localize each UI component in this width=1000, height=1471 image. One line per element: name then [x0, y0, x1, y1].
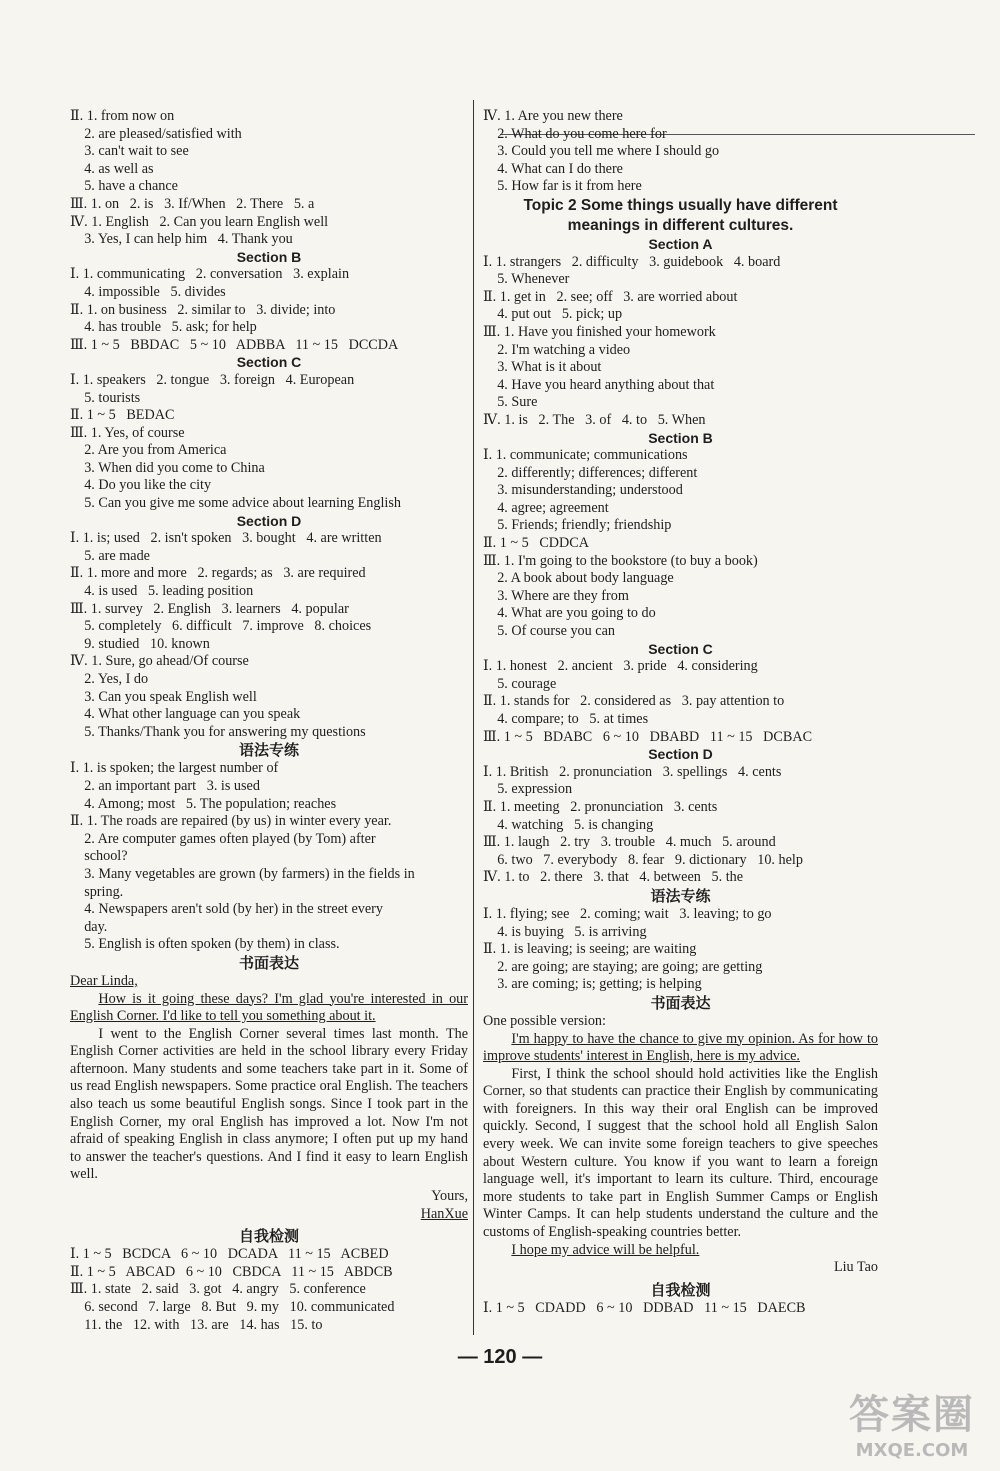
- answer-line: Ⅳ. 1. is 2. The 3. of 4. to 5. When: [483, 411, 706, 428]
- answer-line: 4. Have you heard anything about that: [483, 376, 715, 393]
- answer-line: Ⅱ. 1. is leaving; is seeing; are waiting: [483, 941, 697, 958]
- answer-line: 3. When did you come to China: [70, 459, 265, 476]
- answer-line: 4. Among; most 5. The population; reaches: [70, 795, 337, 812]
- answer-line: 5. completely 6. difficult 7. improve 8. choices: [70, 618, 372, 635]
- answer-line: 5. Sure: [483, 394, 538, 411]
- answer-line: Ⅲ. 1. laugh 2. try 3. trouble 4. much 5. around: [483, 834, 776, 851]
- answer-line: Ⅰ. 1. honest 2. ancient 3. pride 4. considering: [483, 658, 758, 675]
- section-heading: Section D: [648, 746, 713, 763]
- answer-line: Ⅰ. 1. strangers 2. difficulty 3. guidebook 4. board: [483, 253, 781, 270]
- answer-line: Ⅲ. 1. state 2. said 3. got 4. angry 5. conference: [70, 1281, 366, 1298]
- answer-line: 2. Are you from America: [70, 442, 227, 459]
- answer-line: Ⅲ. 1 ~ 5 BBDAC 5 ~ 10 ADBBA 11 ~ 15 DCCDA: [70, 336, 399, 353]
- answer-line: 11. the 12. with 13. are 14. has 15. to: [70, 1316, 323, 1333]
- answer-line: Ⅳ. 1. English 2. Can you learn English well: [70, 213, 329, 230]
- answer-line: Ⅰ. 1. communicating 2. conversation 3. explain: [70, 266, 350, 283]
- answer-line: 4. impossible 5. divides: [70, 283, 226, 300]
- answer-line: 4. Newspapers aren't sold (by her) in the street every: [70, 901, 383, 918]
- answer-line: day.: [70, 918, 108, 935]
- topic-heading: meanings in different cultures.: [567, 216, 794, 234]
- chinese-heading: 语法专练: [650, 886, 711, 905]
- answer-line: 3. Could you tell me where I should go: [483, 143, 720, 160]
- signature-line: Yours,: [431, 1188, 468, 1205]
- answer-line: Ⅰ. 1. communicate; communications: [483, 447, 688, 464]
- answer-line: 2. differently; differences; different: [483, 464, 698, 481]
- answer-line: 5. tourists: [70, 389, 141, 406]
- answer-line: Ⅳ. 1. Sure, go ahead/Of course: [70, 653, 249, 670]
- answer-line: 4. is used 5. leading position: [70, 583, 254, 600]
- answer-line: Ⅰ. 1 ~ 5 BCDCA 6 ~ 10 DCADA 11 ~ 15 ACBED: [70, 1246, 389, 1263]
- answer-line: Ⅲ. 1. I'm going to the bookstore (to buy a book): [483, 552, 758, 569]
- chinese-heading: 书面表达: [650, 993, 711, 1012]
- essay-paragraph: I went to the English Corner several times last month. The English Corner activities are held in the school library every Friday afternoon. Many students and some teachers take part in it. Some of us read English newspapers. Some practice oral English. The teachers also teach us some beautiful English songs. Since I took part in the English Corner, my oral English has improved a lot. Now I'm not afraid of speaking English in class anymore; I often put up my hand to answer the teacher's questions. And I find it easy to learn English well.: [70, 1025, 468, 1183]
- answer-line: Ⅱ. 1 ~ 5 ABCAD 6 ~ 10 CBDCA 11 ~ 15 ABDCB: [70, 1263, 393, 1280]
- answer-line: Ⅱ. 1. from now on: [70, 108, 175, 124]
- answer-line: Ⅰ. 1. is spoken; the largest number of: [70, 760, 279, 777]
- chinese-heading: 语法专练: [238, 741, 299, 760]
- answer-line: One possible version:: [483, 1012, 606, 1029]
- answer-line: Ⅲ. 1 ~ 5 BDABC 6 ~ 10 DBABD 11 ~ 15 DCBAC: [483, 728, 813, 745]
- page-number: — 120 —: [457, 1346, 543, 1368]
- answer-line: Ⅳ. 1. Are you new there: [483, 108, 623, 124]
- answer-line: 3. Where are they from: [483, 587, 629, 604]
- watermark-logo: [849, 1383, 975, 1461]
- answer-line: Ⅲ. 1. Have you finished your homework: [483, 323, 716, 340]
- answer-line: Ⅱ. 1. on business 2. similar to 3. divide; into: [70, 301, 336, 318]
- answer-line: Ⅲ. 1. survey 2. English 3. learners 4. popular: [70, 600, 349, 617]
- watermark-text: 答案圈: [849, 1392, 975, 1438]
- answer-line: 5. expression: [483, 781, 573, 798]
- answer-line: 5. are made: [70, 547, 150, 564]
- answer-line: 5. English is often spoken (by them) in class.: [70, 936, 340, 953]
- answer-line: 4. has trouble 5. ask; for help: [70, 319, 257, 336]
- answer-line: 4. watching 5. is changing: [483, 816, 654, 833]
- answer-line: 2. are pleased/satisfied with: [70, 125, 242, 142]
- essay-paragraph: I hope my advice will be helpful.: [511, 1241, 700, 1258]
- answer-line: 5. have a chance: [70, 178, 178, 195]
- answer-line: Ⅰ. 1. is; used 2. isn't spoken 3. bought 4. are written: [70, 530, 382, 547]
- answer-line: 4. compare; to 5. at times: [483, 711, 649, 727]
- section-heading: Section B: [648, 429, 713, 446]
- answer-line: 5. courage: [483, 675, 557, 692]
- answer-line: 4. agree; agreement: [483, 499, 609, 516]
- answer-line: 4. What other language can you speak: [70, 706, 301, 723]
- answer-line: 4. Do you like the city: [70, 477, 212, 494]
- section-heading: Section D: [236, 512, 302, 529]
- signature-line: Liu Tao: [833, 1259, 878, 1276]
- answer-line: 2. What do you come here for: [483, 125, 667, 142]
- answer-line: Ⅰ. 1. speakers 2. tongue 3. foreign 4. European: [70, 371, 355, 388]
- chinese-heading: 自我检测: [238, 1227, 299, 1246]
- watermark-url: MXQE.COM: [855, 1440, 969, 1461]
- answer-line: Ⅰ. 1 ~ 5 CDADD 6 ~ 10 DDBAD 11 ~ 15 DAECB: [483, 1299, 806, 1316]
- answer-line: Ⅲ. 1. on 2. is 3. If/When 2. There 5. a: [70, 195, 315, 212]
- answer-line: Ⅱ. 1 ~ 5 BEDAC: [70, 407, 175, 424]
- answer-line: 5. Of course you can: [483, 623, 615, 640]
- answer-line: 3. Yes, I can help him 4. Thank you: [70, 231, 293, 248]
- answer-line: 3. misunderstanding; understood: [483, 482, 683, 499]
- answer-line: 3. are coming; is; getting; is helping: [483, 976, 702, 993]
- answer-line: 4. as well as: [70, 160, 154, 177]
- answer-line: 2. an important part 3. is used: [70, 777, 260, 794]
- answer-line: 5. Can you give me some advice about learning English: [70, 495, 401, 512]
- answer-line: Ⅰ. 1. flying; see 2. coming; wait 3. leaving; to go: [483, 905, 772, 922]
- answer-line: 4. put out 5. pick; up: [483, 306, 623, 323]
- answer-line: 4. What can I do there: [483, 160, 623, 177]
- answer-line: 3. Can you speak English well: [70, 688, 257, 705]
- answer-line: Ⅱ. 1. more and more 2. regards; as 3. are required: [70, 565, 366, 582]
- answer-line: 3. Many vegetables are grown (by farmers) in the fields in: [70, 865, 415, 882]
- section-heading: Section B: [236, 248, 302, 265]
- answer-line: Ⅳ. 1. to 2. there 3. that 4. between 5. the: [483, 869, 744, 886]
- salutation: Dear Linda,: [70, 972, 138, 989]
- answer-line: spring.: [70, 883, 124, 900]
- chinese-heading: 书面表达: [238, 953, 299, 972]
- answer-line: 3. can't wait to see: [70, 143, 189, 160]
- answer-line: 5. Whenever: [483, 271, 570, 288]
- answer-line: 9. studied 10. known: [70, 635, 210, 652]
- answer-line: 5. How far is it from here: [483, 178, 642, 195]
- essay-paragraph: First, I think the school should hold activities like the English Corner, so that students can practice their English by communicating with foreigners. In this way their oral English can be improved quickly. Second, I suggest that the school hold all English Salon every week. We can invite some foreign teachers to give speeches about Western culture. You know if you want to learn a foreign language well, it's important to learn its culture. Third, encourage more students to take part in English Summer Camps or English Winter Camps. It can help students understand the culture and the customs of English-speaking countries better.: [483, 1065, 878, 1241]
- answer-line: 5. Friends; friendly; friendship: [483, 517, 672, 534]
- section-heading: Section C: [648, 640, 713, 657]
- answer-line: Ⅱ. 1 ~ 5 CDDCA: [483, 535, 589, 552]
- answer-line: 2. A book about body language: [483, 570, 674, 587]
- essay-paragraph: How is it going these days? I'm glad you're interested in our English Corner. I'd like to tell you something about it.: [70, 990, 468, 1025]
- topic-heading: Topic 2 Some things usually have different: [523, 196, 838, 214]
- answer-line: Ⅱ. 1. The roads are repaired (by us) in winter every year.: [70, 813, 392, 830]
- answer-line: Ⅲ. 1. Yes, of course: [70, 424, 185, 441]
- answer-line: 3. What is it about: [483, 359, 602, 376]
- answer-line: 2. I'm watching a video: [483, 341, 631, 358]
- answer-line: Ⅱ. 1. get in 2. see; off 3. are worried about: [483, 288, 738, 305]
- answer-line: 6. second 7. large 8. But 9. my 10. communicated: [70, 1299, 395, 1315]
- answer-line: 2. Yes, I do: [70, 671, 149, 687]
- answer-line: 2. are going; are staying; are going; are getting: [483, 958, 763, 975]
- answer-line: Ⅰ. 1. British 2. pronunciation 3. spellings 4. cents: [483, 763, 782, 780]
- essay-paragraph: I'm happy to have the chance to give my opinion. As for how to improve students' interest in English, here is my advice.: [483, 1030, 878, 1065]
- right-column: [483, 108, 878, 1317]
- answer-line: 4. is buying 5. is arriving: [483, 923, 647, 940]
- answer-line: 5. Thanks/Thank you for answering my questions: [70, 723, 366, 740]
- answer-line: 4. What are you going to do: [483, 605, 656, 622]
- column-divider: [473, 100, 474, 1335]
- section-heading: Section A: [648, 235, 713, 252]
- chinese-heading: 自我检测: [650, 1280, 711, 1299]
- section-heading: Section C: [236, 354, 302, 371]
- signature-line: HanXue: [420, 1205, 468, 1222]
- left-column: [70, 108, 468, 1334]
- answer-line: Ⅱ. 1. stands for 2. considered as 3. pay attention to: [483, 693, 785, 710]
- answer-line: 6. two 7. everybody 8. fear 9. dictionary 10. help: [483, 851, 803, 868]
- answer-line: 2. Are computer games often played (by Tom) after: [70, 830, 376, 847]
- answer-line: school?: [70, 848, 128, 865]
- answer-line: Ⅱ. 1. meeting 2. pronunciation 3. cents: [483, 798, 718, 815]
